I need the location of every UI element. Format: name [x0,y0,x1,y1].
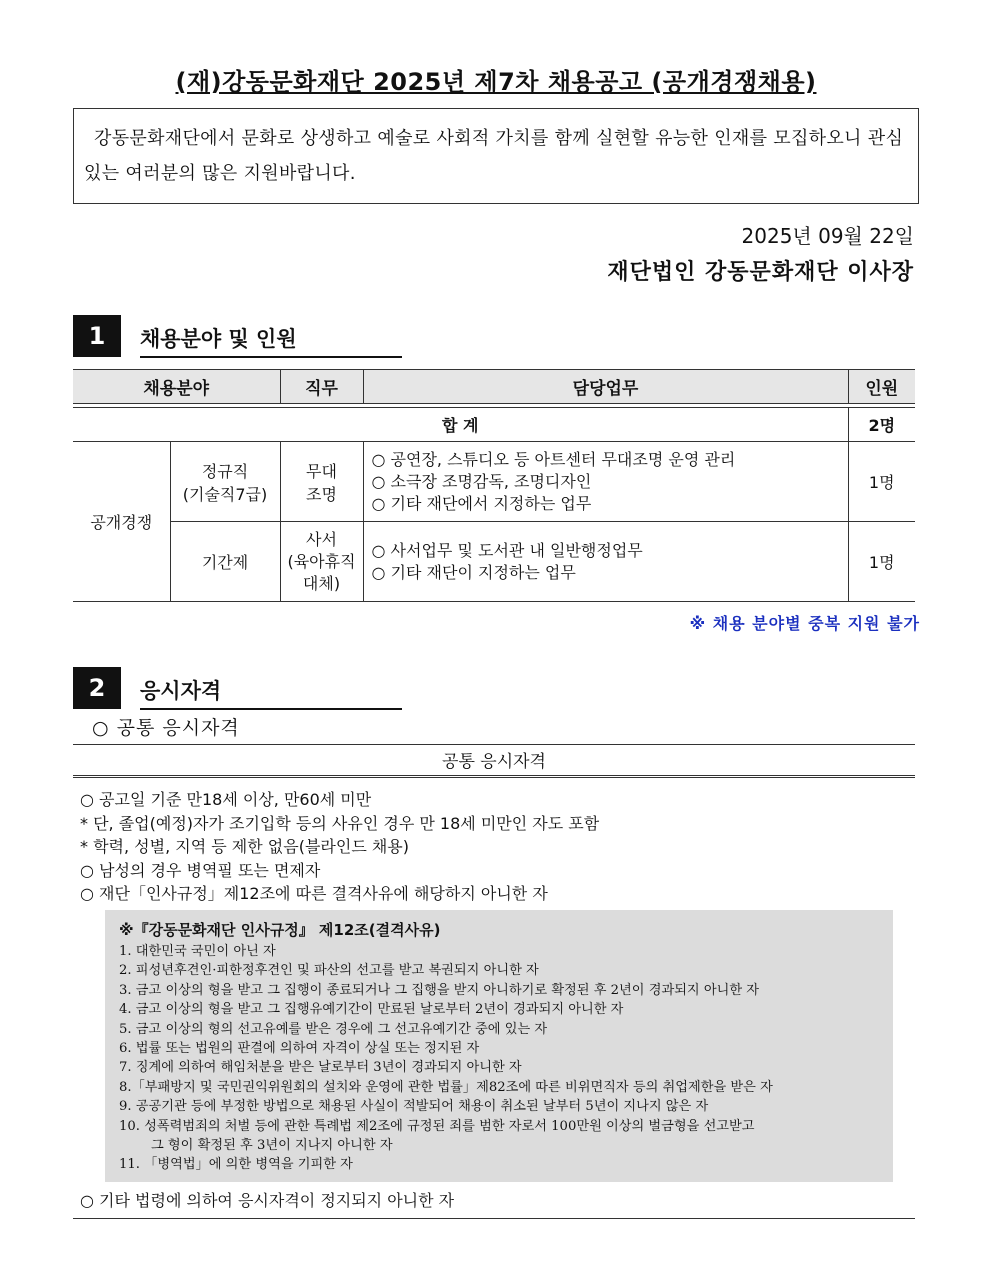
list-item: 2. 피성년후견인·피한정후견인 및 파산의 선고를 받고 복권되지 아니한 자 [119,963,539,979]
position-line: 정규직 [201,461,249,481]
disqualification-title: ※『강동문화재단 인사규정』 제12조(결격사유) [119,921,441,939]
list-item: 4. 금고 이상의 형을 받고 그 집행유예기간이 만료된 날로부터 2년이 경과되지 아니한 자 [119,1002,624,1018]
announcement-date: 2025년 09월 22일 [741,224,914,248]
header-count: 인원 [848,370,915,404]
bottom-divider [73,1218,915,1219]
list-item: 10. 성폭력범죄의 처벌 등에 관한 특례법 제2조에 규정된 죄를 범한 자로서 100만원 이상의 벌금형을 선고받고 [119,1118,755,1134]
job-line: 대체) [302,573,341,593]
page-title: (재)강동문화재단 2025년 제7차 채용공고 (공개경쟁채용) [175,68,817,96]
count-cell: 1명 [848,522,915,602]
duplicate-note: ※ 채용 분야별 중복 지원 불가 [689,614,920,633]
table-row [73,522,915,602]
table-row [73,442,915,522]
count-cell: 1명 [848,442,915,522]
list-item: 9. 공공기관 등에 부정한 방법으로 채용된 사실이 적발되어 채용이 취소된 날부터 5년이 지나지 않은 자 [119,1099,709,1115]
list-item: * 학력, 성별, 지역 등 제한 없음(블라인드 채용) [80,837,410,856]
header-job: 직무 [280,370,363,404]
duty-item: ○ 소극장 조명감독, 조명디자인 [371,471,592,491]
job-line: 조명 [306,484,337,504]
qualification-list [80,788,599,906]
common-qualification-subtitle: ○ 공통 응시자격 [92,717,240,739]
list-item: 8.「부패방지 및 국민권익위원회의 설치와 운영에 관한 법률」제82조에 따른 비위면직자 등의 취업제한을 받은 자 [119,1079,773,1095]
duty-cell [363,442,848,522]
duty-item: ○ 기타 재단에서 지정하는 업무 [371,493,592,513]
position-line: (기술직7급) [182,484,268,504]
list-item: ○ 기타 법령에 의하여 응시자격이 정지되지 아니한 자 [80,1191,455,1210]
job-cell [280,522,363,602]
header-field: 채용분야 [73,370,280,404]
duty-item: ○ 사서업무 및 도서관 내 일반행정업무 [371,540,643,560]
total-label: 합 계 [73,408,848,442]
list-item: 1. 대한민국 국민이 아닌 자 [119,944,276,959]
recruitment-table [73,369,915,602]
section-2-title: 응시자격 [140,675,402,710]
job-line: (육아휴직 [287,551,356,571]
organization-name: 재단법인 강동문화재단 이사장 [607,260,914,285]
recruit-type: 공개경쟁 [73,442,170,602]
table-header-row [73,370,915,404]
total-row [73,408,915,442]
position-cell [170,442,280,522]
list-item: 7. 징계에 의하여 해임처분을 받은 날로부터 3년이 경과되지 아니한 자 [119,1060,522,1076]
section-1-title: 채용분야 및 인원 [140,323,402,358]
list-item: ○ 재단「인사규정」제12조에 따른 결격사유에 해당하지 아니한 자 [80,884,548,903]
total-count: 2명 [848,408,915,442]
list-item: 11. 「병역법」에 의한 병역을 기피한 자 [119,1157,353,1173]
list-item: 3. 금고 이상의 형을 받고 그 집행이 종료되거나 그 집행을 받지 아니하기로 확정된 후 2년이 경과되지 아니한 자 [119,982,760,998]
duty-item: ○ 기타 재단이 지정하는 업무 [371,562,576,582]
list-item: * 단, 졸업(예정)자가 조기입학 등의 사유인 경우 만 18세 미만인 자도 포함 [80,813,600,833]
job-cell [280,442,363,522]
disqualification-box [105,910,893,1182]
job-line: 무대 [306,461,337,481]
list-item: ○ 남성의 경우 병역필 또는 면제자 [80,860,321,880]
job-line: 사서 [306,529,337,549]
duty-cell [363,522,848,602]
intro-box: 강동문화재단에서 문화로 상생하고 예술로 사회적 가치를 함께 실현할 유능한 인재를 모집하오니 관심있는 여러분의 많은 지원바랍니다. [73,108,919,204]
position-cell: 기간제 [170,522,280,602]
duty-item: ○ 공연장, 스튜디오 등 아트센터 무대조명 운영 관리 [371,449,736,469]
list-item: ○ 공고일 기준 만18세 이상, 만60세 미만 [80,790,372,809]
list-item: 5. 금고 이상의 형의 선고유예를 받은 경우에 그 선고유예기간 중에 있는 자 [119,1021,548,1037]
list-item: 6. 법률 또는 법원의 판결에 의하여 자격이 상실 또는 정지된 자 [119,1041,480,1057]
header-duty: 담당업무 [363,370,848,404]
section-2-number: 2 [73,667,121,709]
list-item: 그 형이 확정된 후 3년이 지나지 아니한 자 [151,1138,393,1154]
section-1-number: 1 [73,315,121,357]
qualification-box-header: 공통 응시자격 [73,744,915,778]
